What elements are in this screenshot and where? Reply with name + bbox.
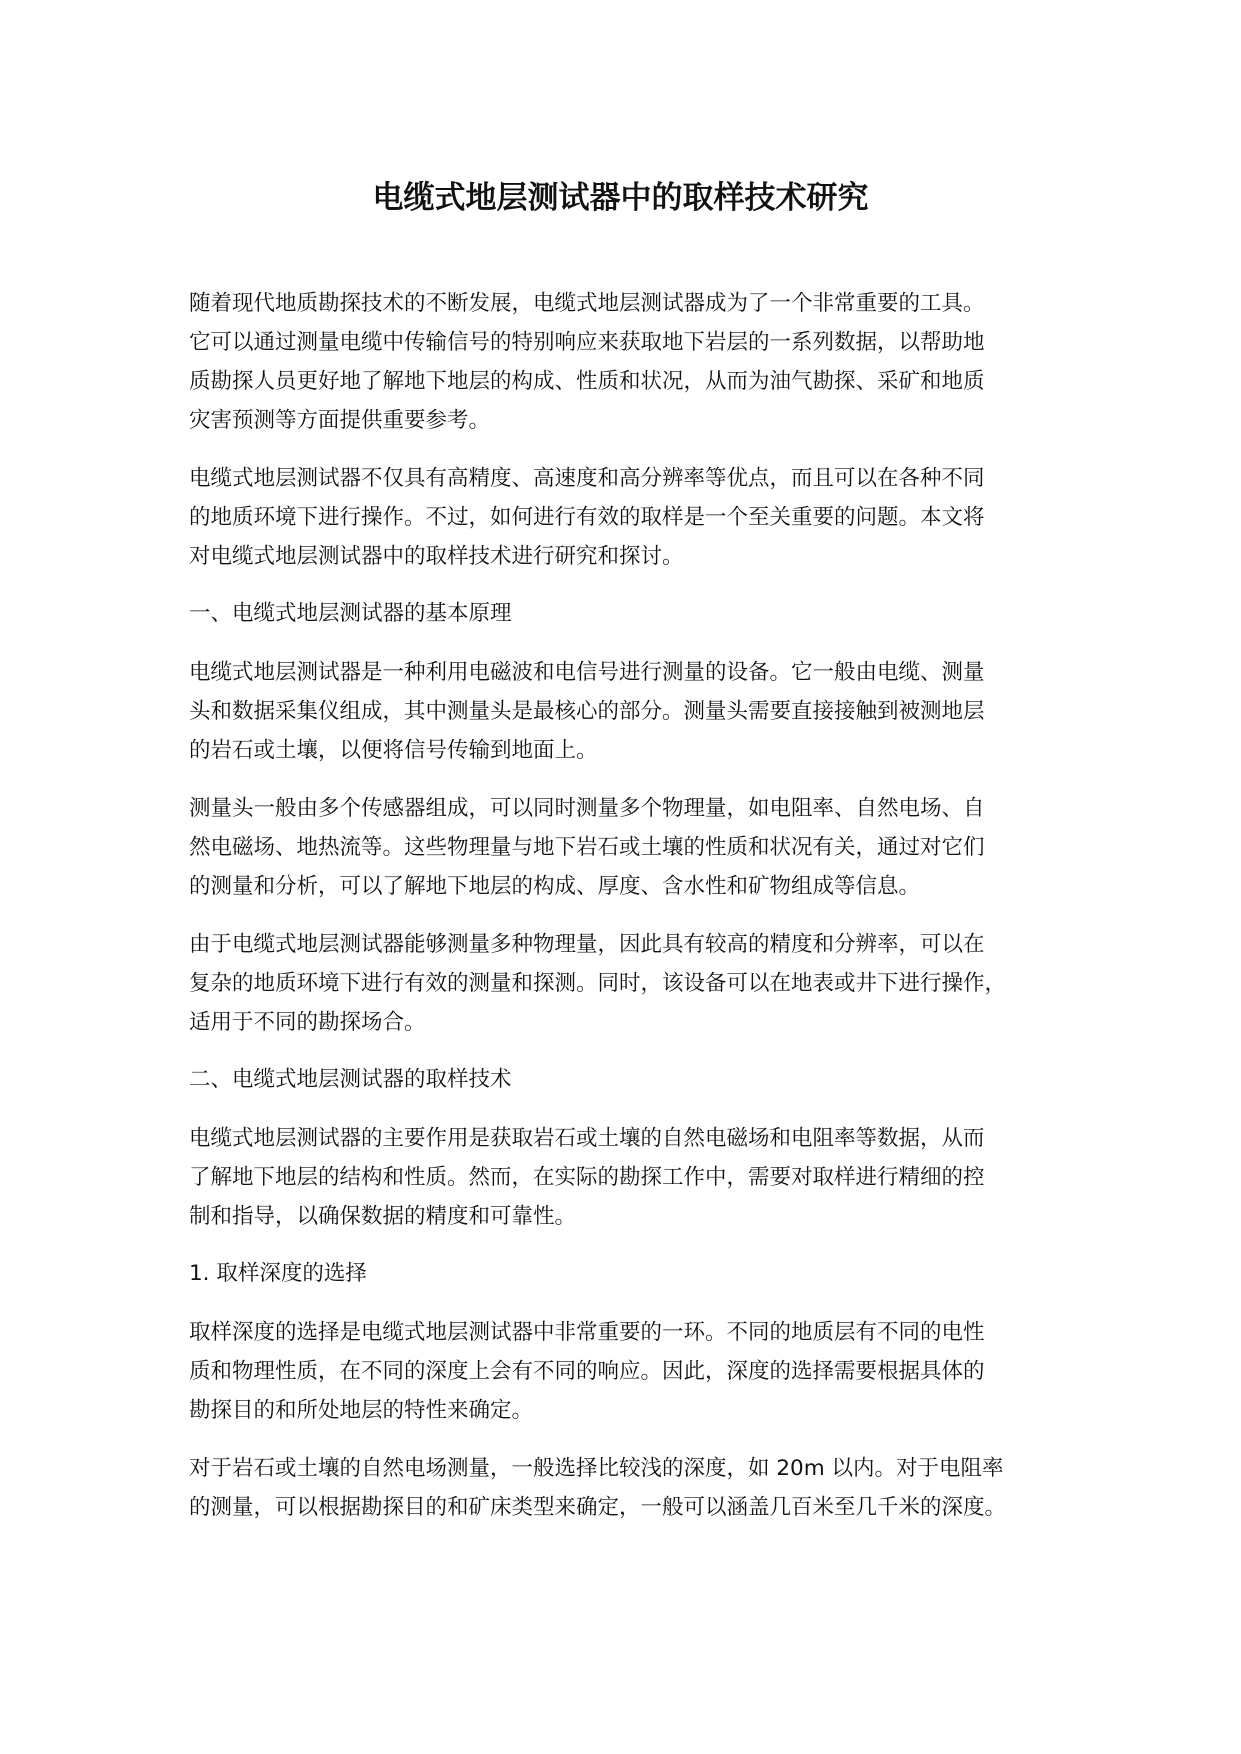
paragraph-line: 制和指导，以确保数据的精度和可靠性。 (189, 1204, 577, 1229)
paragraph-line: 然电磁场、地热流等。这些物理量与地下岩石或土壤的性质和状况有关，通过对它们 (189, 835, 985, 860)
section-heading: 二、电缆式地层测试器的取样技术 (189, 1067, 512, 1092)
paragraph-line: 质和物理性质，在不同的深度上会有不同的响应。因此，深度的选择需要根据具体的 (189, 1359, 985, 1384)
paragraph-line: 了解地下地层的结构和性质。然而，在实际的勘探工作中，需要对取样进行精细的控 (189, 1165, 985, 1190)
paragraph (189, 1313, 1069, 1430)
paragraph-line: 随着现代地质勘探技术的不断发展，电缆式地层测试器成为了一个非常重要的工具。 (189, 291, 985, 316)
paragraph (189, 653, 1069, 770)
paragraph-line: 对电缆式地层测试器中的取样技术进行研究和探讨。 (189, 544, 684, 569)
paragraph-line: 的测量和分析，可以了解地下地层的构成、厚度、含水性和矿物组成等信息。 (189, 874, 921, 899)
paragraph-line: 对于岩石或土壤的自然电场测量，一般选择比较浅的深度，如 20m 以内。对于电阻率 (189, 1456, 1004, 1481)
paragraph-line: 适用于不同的勘探场合。 (189, 1010, 426, 1035)
paragraph (189, 459, 1069, 576)
paragraph-line: 头和数据采集仪组成，其中测量头是最核心的部分。测量头需要直接接触到被测地层 (189, 699, 985, 724)
section-heading: 1. 取样深度的选择 (189, 1261, 367, 1286)
paragraph (189, 284, 1069, 440)
paragraph-line: 的测量，可以根据勘探目的和矿床类型来确定，一般可以涵盖几百米至几千米的深度。 (189, 1495, 1007, 1520)
paragraph-line: 灾害预测等方面提供重要参考。 (189, 408, 491, 433)
section-heading: 一、电缆式地层测试器的基本原理 (189, 601, 512, 626)
paragraph-line: 由于电缆式地层测试器能够测量多种物理量，因此具有较高的精度和分辨率，可以在 (189, 932, 985, 957)
paragraph-line: 的岩石或土壤，以便将信号传输到地面上。 (189, 738, 598, 763)
paragraph (189, 789, 1069, 906)
paragraph (189, 1119, 1069, 1236)
paragraph-line: 电缆式地层测试器是一种利用电磁波和电信号进行测量的设备。它一般由电缆、测量 (189, 660, 985, 685)
paragraph-line: 测量头一般由多个传感器组成，可以同时测量多个物理量，如电阻率、自然电场、自 (189, 796, 985, 821)
paragraph-line: 它可以通过测量电缆中传输信号的特别响应来获取地下岩层的一系列数据，以帮助地 (189, 330, 985, 355)
paragraph-line: 复杂的地质环境下进行有效的测量和探测。同时，该设备可以在地表或井下进行操作， (189, 971, 1007, 996)
paragraph-line: 电缆式地层测试器的主要作用是获取岩石或土壤的自然电磁场和电阻率等数据，从而 (189, 1126, 985, 1151)
paragraph-line: 质勘探人员更好地了解地下地层的构成、性质和状况，从而为油气勘探、采矿和地质 (189, 369, 985, 394)
paragraph-line: 的地质环境下进行操作。不过，如何进行有效的取样是一个至关重要的问题。本文将 (189, 505, 985, 530)
paragraph-line: 取样深度的选择是电缆式地层测试器中非常重要的一环。不同的地质层有不同的电性 (189, 1320, 985, 1345)
document-title: 电缆式地层测试器中的取样技术研究 (372, 180, 869, 216)
paragraph-line: 电缆式地层测试器不仅具有高精度、高速度和高分辨率等优点，而且可以在各种不同 (189, 466, 985, 491)
document-body (189, 284, 1069, 1546)
paragraph (189, 1449, 1069, 1527)
paragraph (189, 925, 1069, 1042)
paragraph-line: 勘探目的和所处地层的特性来确定。 (189, 1398, 534, 1423)
